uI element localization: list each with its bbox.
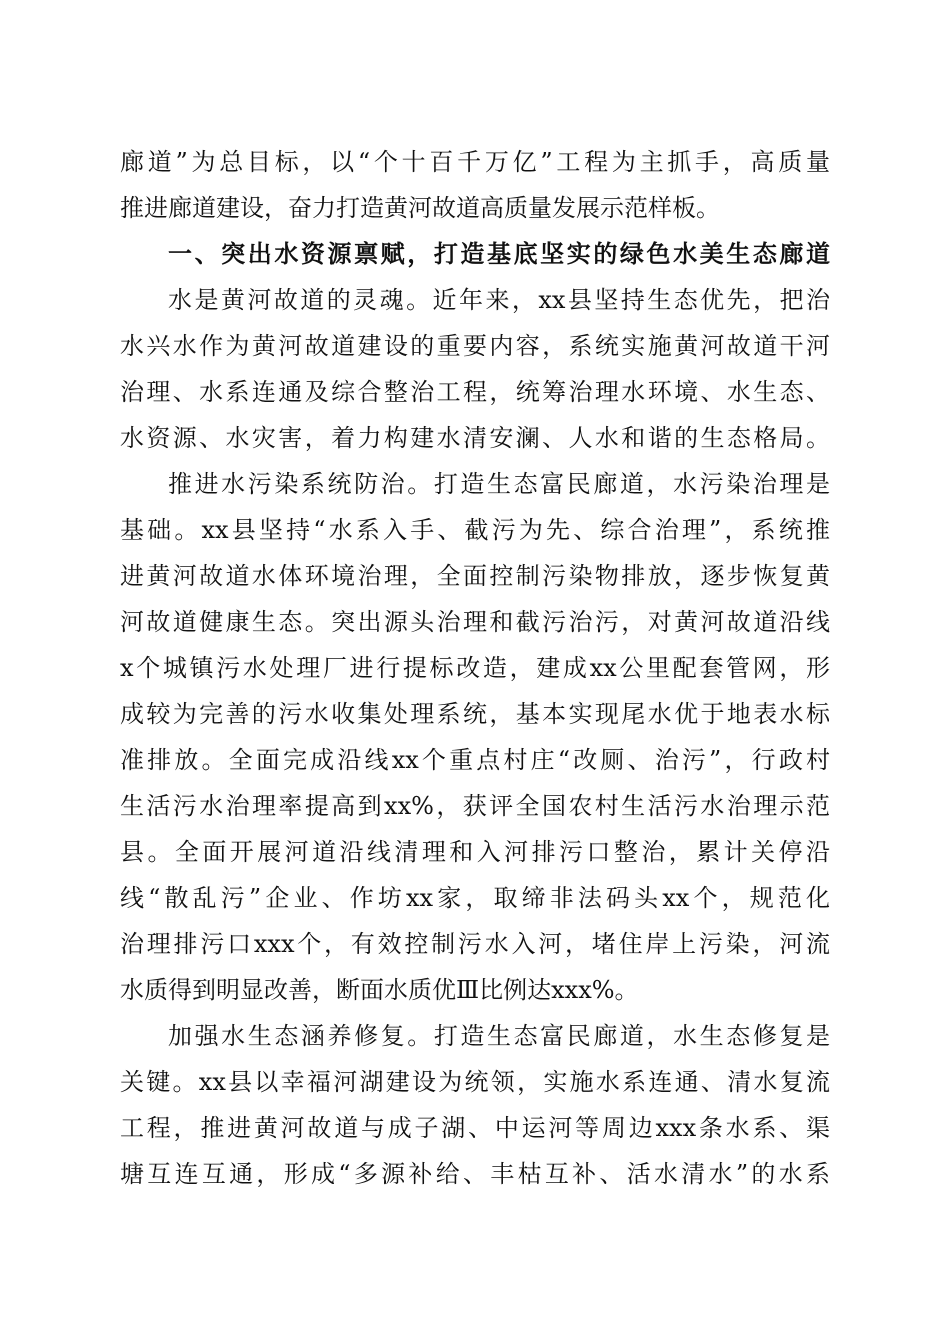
body-text-line: 水兴水作为黄河故道建设的重要内容，系统实施黄河故道干河 [120, 332, 830, 360]
body-text-line: 线“散乱污”企业、作坊xx家，取缔非法码头xx个，规范化 [120, 884, 830, 912]
body-text-line: 进黄河故道水体环境治理，全面控制污染物排放，逐步恢复黄 [120, 562, 830, 590]
paragraph-first-line: 加强水生态涵养修复。打造生态富民廊道，水生态修复是 [168, 1022, 830, 1050]
body-text-line: 县。全面开展河道沿线清理和入河排污口整治，累计关停沿 [120, 838, 830, 866]
paragraph-first-line: 水是黄河故道的灵魂。近年来，xx县坚持生态优先，把治 [168, 286, 830, 314]
section-heading: 一、突出水资源禀赋，打造基底坚实的绿色水美生态廊道 [168, 240, 830, 268]
paragraph-first-line: 推进水污染系统防治。打造生态富民廊道，水污染治理是 [168, 470, 830, 498]
body-text-line: 廊道”为总目标，以“个十百千万亿”工程为主抓手，高质量 [120, 148, 830, 176]
body-text-line: 水资源、水灾害，着力构建水清安澜、人水和谐的生态格局。 [120, 424, 830, 452]
body-text-line: 成较为完善的污水收集处理系统，基本实现尾水优于地表水标 [120, 700, 830, 728]
body-text-line: 水质得到明显改善，断面水质优Ⅲ比例达xxx%。 [120, 976, 639, 1004]
body-text-line: x个城镇污水处理厂进行提标改造，建成xx公里配套管网，形 [120, 654, 830, 682]
body-text-line: 准排放。全面完成沿线xx个重点村庄“改厕、治污”，行政村 [120, 746, 830, 774]
body-text-line: 工程，推进黄河故道与成子湖、中运河等周边xxx条水系、渠 [120, 1114, 830, 1142]
body-text-line: 基础。xx县坚持“水系入手、截污为先、综合治理”，系统推 [120, 516, 830, 544]
body-text-line: 河故道健康生态。突出源头治理和截污治污，对黄河故道沿线 [120, 608, 830, 636]
body-text-line: 生活污水治理率提高到xx%，获评全国农村生活污水治理示范 [120, 792, 830, 820]
body-text-line: 推进廊道建设，奋力打造黄河故道高质量发展示范样板。 [120, 194, 720, 222]
body-text-line: 治理、水系连通及综合整治工程，统筹治理水环境、水生态、 [120, 378, 830, 406]
body-text-line: 塘互连互通，形成“多源补给、丰枯互补、活水清水”的水系 [120, 1160, 830, 1188]
body-text-line: 治理排污口xxx个，有效控制污水入河，堵住岸上污染，河流 [120, 930, 830, 958]
body-text-line: 关键。xx县以幸福河湖建设为统领，实施水系连通、清水复流 [120, 1068, 830, 1096]
